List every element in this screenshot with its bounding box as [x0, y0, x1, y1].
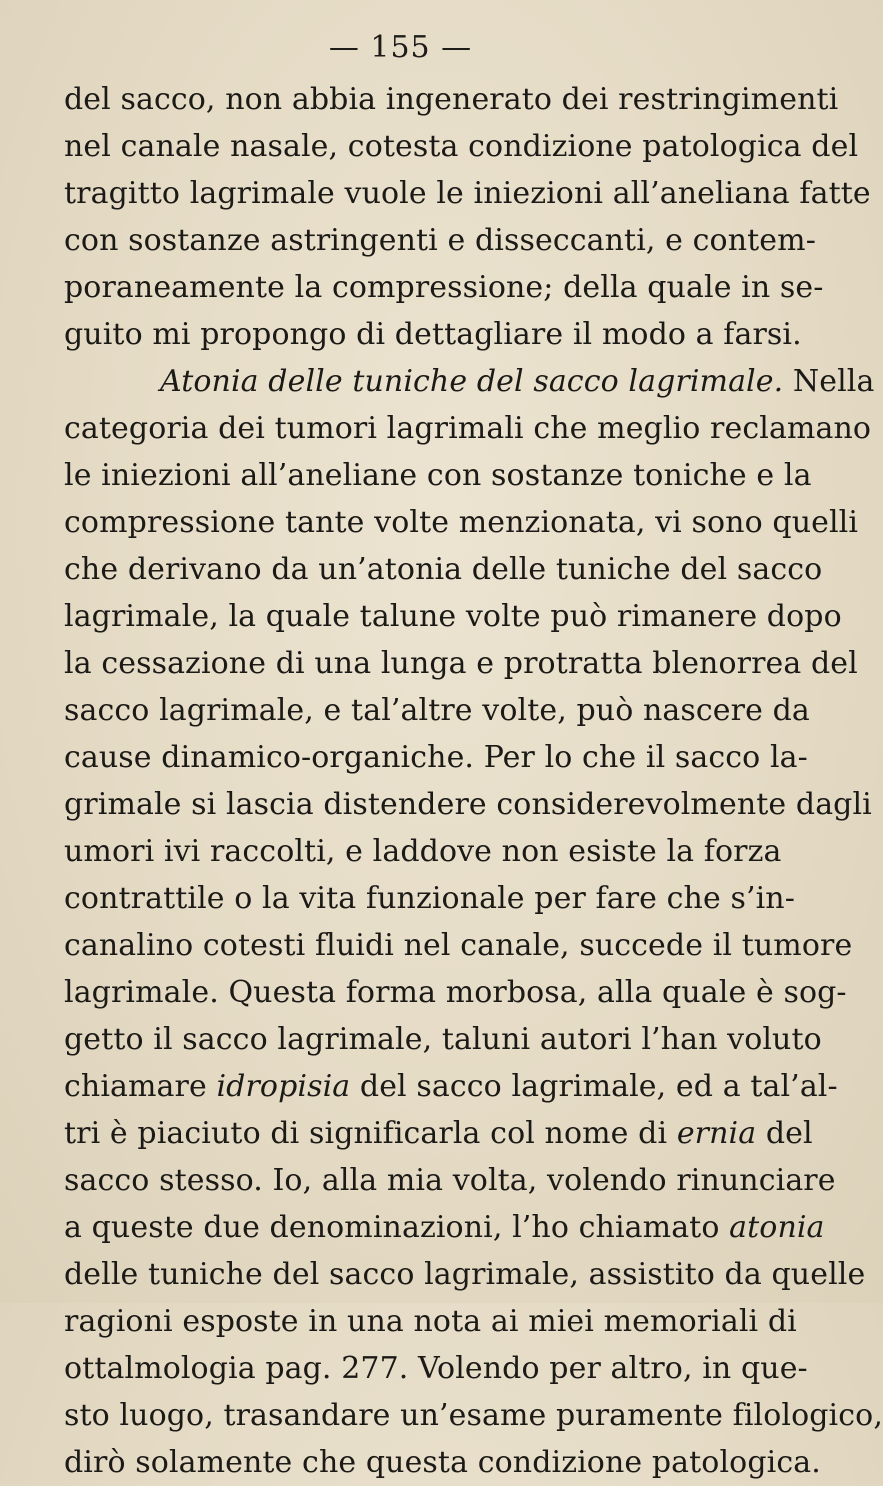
text-line: delle tuniche del sacco lagrimale, assistito da quelle — [64, 1257, 866, 1292]
text-line: contrattile o la vita funzionale per fare che s’in- — [64, 881, 795, 916]
text-line: la cessazione di una lunga e protratta blenorrea del — [64, 646, 858, 681]
italic-term: idropisia — [216, 1069, 351, 1104]
text-run: del — [756, 1116, 813, 1151]
text-run: chiamare — [64, 1069, 217, 1104]
text-line: nel canale nasale, cotesta condizione patologica del — [64, 129, 859, 164]
text-line: grimale si lascia distendere considerevolmente dagli — [64, 787, 872, 822]
text-line: lagrimale. Questa forma morbosa, alla quale è sog- — [64, 975, 847, 1010]
text-line: sto luogo, trasandare un’esame puramente filologico, — [64, 1398, 883, 1433]
text-line — [64, 1063, 838, 1110]
text-run: del sacco lagrimale, ed a tal’al- — [350, 1069, 838, 1104]
section-heading-line — [64, 358, 875, 405]
text-line: le iniezioni all’aneliane con sostanze toniche e la — [64, 458, 812, 493]
text-line: poraneamente la compressione; della quale in se- — [64, 270, 824, 305]
text-line: categoria dei tumori lagrimali che meglio reclamano — [64, 411, 872, 446]
section-heading: Atonia delle tuniche del sacco lagrimale. — [160, 364, 784, 399]
text-line: ragioni esposte in una nota ai miei memoriali di — [64, 1304, 797, 1339]
text-line: cause dinamico-organiche. Per lo che il sacco la- — [64, 740, 808, 775]
text-line: umori ivi raccolti, e laddove non esiste la forza — [64, 834, 782, 869]
text-line: guito mi propongo di dettagliare il modo a farsi. — [64, 317, 802, 352]
text-run: Nella — [783, 364, 875, 399]
text-line: canalino cotesti fluidi nel canale, succede il tumore — [64, 928, 853, 963]
italic-term: ernia — [676, 1116, 757, 1151]
text-line: sacco stesso. Io, alla mia volta, volendo rinunciare — [64, 1163, 836, 1198]
text-line: ottalmologia pag. 277. Volendo per altro, in que- — [64, 1351, 808, 1386]
text-line — [64, 1204, 825, 1251]
text-line: del sacco, non abbia ingenerato dei restringimenti — [64, 82, 839, 117]
text-line: getto il sacco lagrimale, taluni autori l’han voluto — [64, 1022, 822, 1057]
text-line: lagrimale, la quale talune volte può rimanere dopo — [64, 599, 842, 634]
text-line: con sostanze astringenti e disseccanti, e contem- — [64, 223, 816, 258]
page-number: — 155 — — [328, 30, 473, 65]
body-text — [64, 76, 883, 1486]
text-line — [64, 1110, 813, 1157]
text-line: dirò solamente che questa condizione patologica. — [64, 1445, 821, 1480]
text-line: che derivano da un’atonia delle tuniche del sacco — [64, 552, 823, 587]
text-line: sacco lagrimale, e tal’altre volte, può nascere da — [64, 693, 810, 728]
text-run: a queste due denominazioni, l’ho chiamato — [64, 1210, 730, 1245]
text-run: tri è piaciuto di significarla col nome di — [64, 1116, 677, 1151]
text-line: compressione tante volte menzionata, vi sono quelli — [64, 505, 859, 540]
italic-term: atonia — [729, 1210, 825, 1245]
text-line: tragitto lagrimale vuole le iniezioni all’aneliana fatte — [64, 176, 871, 211]
